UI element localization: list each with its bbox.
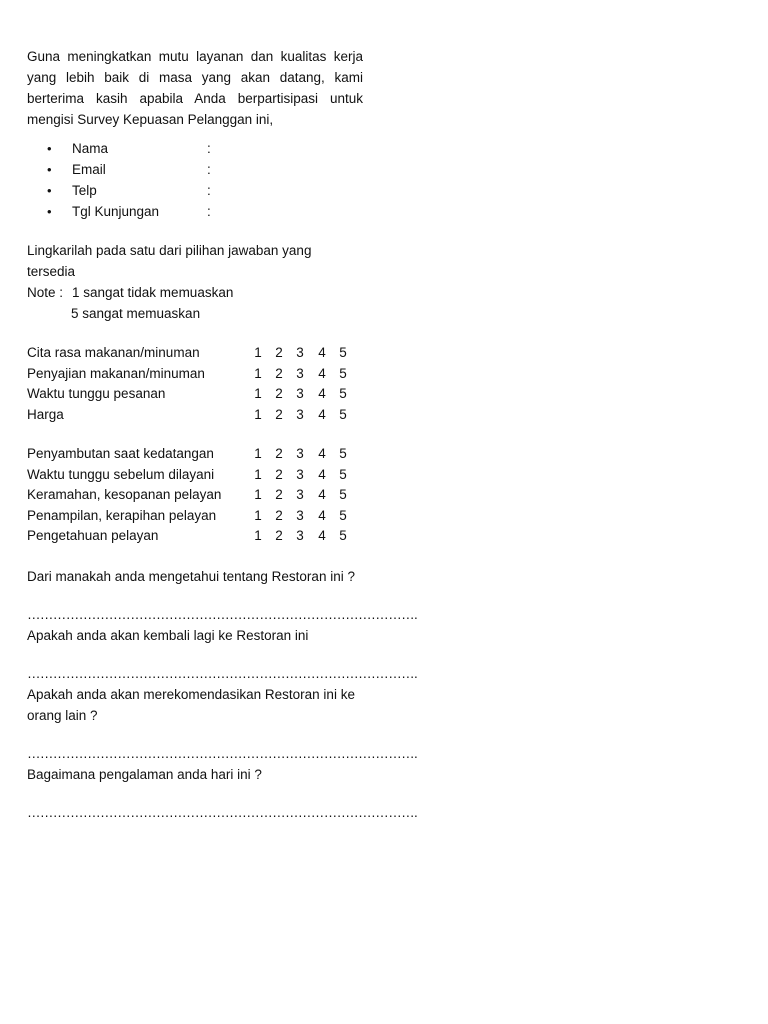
rating-option-2[interactable]: 2 <box>275 507 283 523</box>
rating-option-2[interactable]: 2 <box>275 528 283 543</box>
rating-option-5[interactable]: 5 <box>339 365 347 381</box>
question-text: Bagaimana pengalaman anda hari ini ? <box>27 766 262 782</box>
answer-line[interactable]: ………………………………………………………………………………. <box>27 606 418 622</box>
rating-option-1[interactable]: 1 <box>254 345 262 360</box>
intro-paragraph: Guna meningkatkan mutu layanan dan kualitas kerja yang lebih baik di masa yang akan datang, kami berterima kasih apabila Anda berpartisipasi untuk mengisi Survey Kepuasan Pelanggan ini, <box>27 49 363 127</box>
bullet-icon: • <box>47 141 52 156</box>
rating-label: Keramahan, kesopanan pelayan <box>27 487 222 502</box>
answer-spacer <box>27 587 363 604</box>
rating-option-1[interactable]: 1 <box>254 528 262 543</box>
instruction-text: Lingkarilah pada satu dari pilihan jawaban yang tersedia <box>27 243 312 279</box>
field-colon: : <box>207 162 211 177</box>
field-telp <box>27 180 363 201</box>
rating-option-3[interactable]: 3 <box>296 365 304 381</box>
rating-option-2[interactable]: 2 <box>275 345 283 360</box>
question-text: Apakah anda akan merekomendasikan Restoran ini ke orang lain ? <box>27 686 355 723</box>
rating-label: Waktu tunggu pesanan <box>27 386 166 401</box>
field-tgl-kunjungan <box>27 201 363 222</box>
rating-option-1[interactable]: 1 <box>254 386 262 401</box>
field-colon: : <box>207 141 211 156</box>
rating-group <box>27 444 363 547</box>
rating-option-4[interactable]: 4 <box>318 466 326 482</box>
answer-line[interactable]: ………………………………………………………………………………. <box>27 745 418 761</box>
note-line-2: 5 sangat memuaskan <box>71 306 201 321</box>
answer-line[interactable]: ………………………………………………………………………………. <box>27 665 418 681</box>
rating-option-4[interactable]: 4 <box>318 345 326 360</box>
rating-note <box>27 282 363 324</box>
rating-option-3[interactable]: 3 <box>296 406 304 422</box>
note-line-1: 1 sangat tidak memuaskan <box>72 285 234 300</box>
rating-option-2[interactable]: 2 <box>275 365 283 381</box>
rating-option-5[interactable]: 5 <box>339 386 347 401</box>
rating-row <box>27 343 363 364</box>
rating-option-1[interactable]: 1 <box>254 507 262 523</box>
field-email <box>27 159 363 180</box>
note-label: Note : <box>27 285 64 300</box>
question-text: Apakah anda akan kembali lagi ke Restoran ini <box>27 627 309 643</box>
rating-section <box>27 343 363 547</box>
rating-option-3[interactable]: 3 <box>296 466 304 482</box>
rating-option-2[interactable]: 2 <box>275 446 283 461</box>
rating-option-5[interactable]: 5 <box>339 487 347 502</box>
rating-option-1[interactable]: 1 <box>254 365 262 381</box>
rating-option-4[interactable]: 4 <box>318 406 326 422</box>
rating-row <box>27 526 363 547</box>
rating-option-3[interactable]: 3 <box>296 345 304 360</box>
survey-form <box>27 46 418 823</box>
rating-option-3[interactable]: 3 <box>296 487 304 502</box>
field-label: Nama <box>72 141 109 156</box>
rating-option-1[interactable]: 1 <box>254 446 262 461</box>
field-nama <box>27 138 363 159</box>
rating-label: Harga <box>27 406 64 422</box>
rating-option-1[interactable]: 1 <box>254 466 262 482</box>
rating-label: Pengetahuan pelayan <box>27 528 159 543</box>
rating-option-2[interactable]: 2 <box>275 466 283 482</box>
rating-option-5[interactable]: 5 <box>339 528 347 543</box>
rating-row <box>27 506 363 527</box>
rating-option-4[interactable]: 4 <box>318 365 326 381</box>
rating-row <box>27 444 363 465</box>
rating-option-4[interactable]: 4 <box>318 487 326 502</box>
rating-option-4[interactable]: 4 <box>318 528 326 543</box>
field-colon: : <box>207 204 211 219</box>
rating-label: Penyajian makanan/minuman <box>27 365 205 381</box>
rating-option-2[interactable]: 2 <box>275 406 283 422</box>
answer-spacer <box>27 646 363 663</box>
rating-option-5[interactable]: 5 <box>339 507 347 523</box>
answer-spacer <box>27 726 363 743</box>
rating-option-4[interactable]: 4 <box>318 386 326 401</box>
rating-option-4[interactable]: 4 <box>318 507 326 523</box>
rating-option-2[interactable]: 2 <box>275 487 283 502</box>
rating-option-5[interactable]: 5 <box>339 466 347 482</box>
answer-line[interactable]: ………………………………………………………………………………. <box>27 804 418 820</box>
answer-spacer <box>27 785 363 802</box>
rating-group <box>27 343 363 425</box>
rating-row <box>27 364 363 385</box>
rating-option-3[interactable]: 3 <box>296 528 304 543</box>
rating-label: Penampilan, kerapihan pelayan <box>27 507 217 523</box>
rating-label: Waktu tunggu sebelum dilayani <box>27 466 215 482</box>
field-label: Tgl Kunjungan <box>72 204 160 219</box>
rating-label: Cita rasa makanan/minuman <box>27 345 200 360</box>
field-label: Telp <box>72 183 97 198</box>
rating-option-1[interactable]: 1 <box>254 487 262 502</box>
rating-option-2[interactable]: 2 <box>275 386 283 401</box>
rating-option-3[interactable]: 3 <box>296 507 304 523</box>
rating-option-3[interactable]: 3 <box>296 446 304 461</box>
rating-row <box>27 384 363 405</box>
rating-row <box>27 405 363 426</box>
respondent-fields <box>27 138 363 222</box>
rating-option-5[interactable]: 5 <box>339 406 347 422</box>
bullet-icon: • <box>47 183 52 198</box>
question-text: Dari manakah anda mengetahui tentang Restoran ini ? <box>27 568 355 584</box>
bullet-icon: • <box>47 204 52 219</box>
field-colon: : <box>207 183 211 198</box>
rating-row <box>27 485 363 506</box>
rating-option-5[interactable]: 5 <box>339 446 347 461</box>
questions-section <box>27 566 418 823</box>
rating-option-1[interactable]: 1 <box>254 406 262 422</box>
rating-option-3[interactable]: 3 <box>296 386 304 401</box>
rating-label: Penyambutan saat kedatangan <box>27 446 214 461</box>
field-label: Email <box>72 162 106 177</box>
rating-row <box>27 465 363 486</box>
rating-option-4[interactable]: 4 <box>318 446 326 461</box>
bullet-icon: • <box>47 162 52 177</box>
rating-option-5[interactable]: 5 <box>339 345 347 360</box>
